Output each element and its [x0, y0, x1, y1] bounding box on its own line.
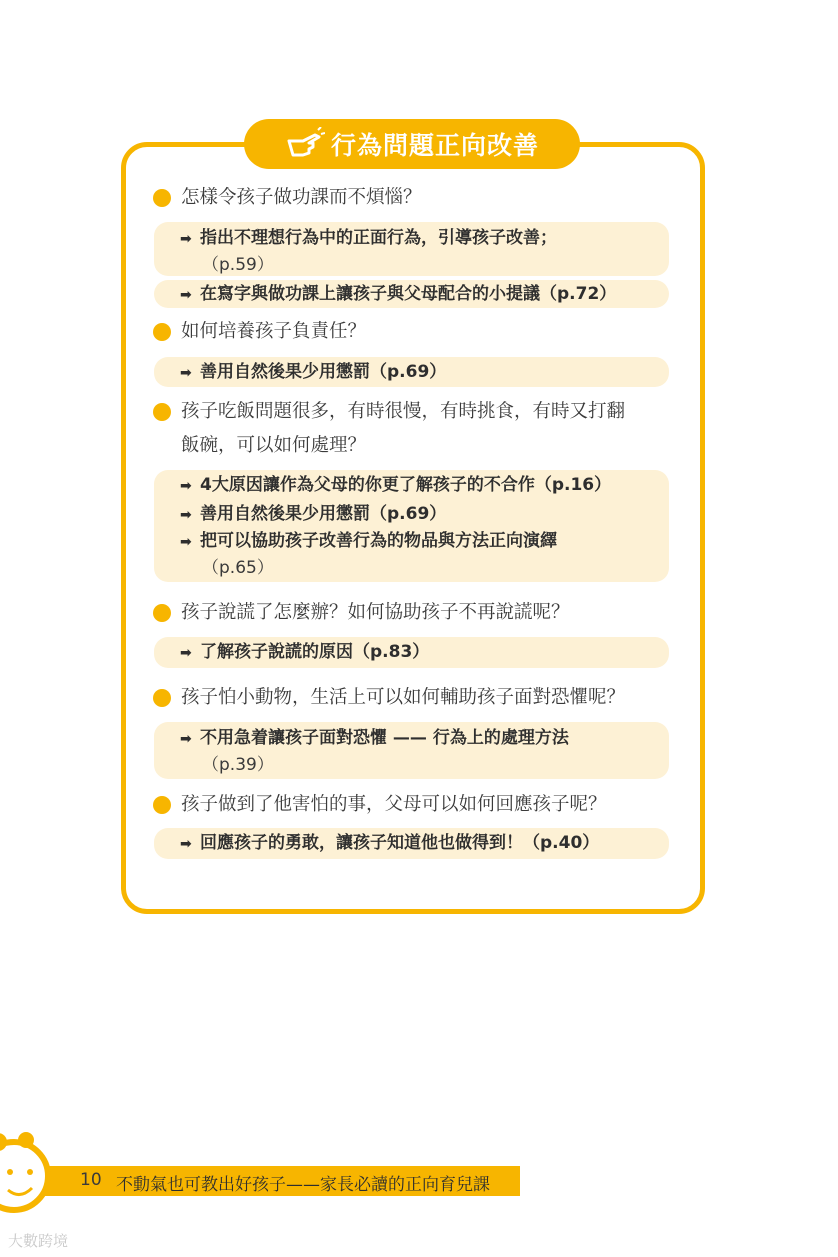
watermark: 大數跨境 — [8, 1232, 69, 1250]
answer-item — [180, 472, 660, 499]
answer-text: 善用自然後果少用懲罰（p.69） — [200, 362, 447, 382]
question-text: 孩子怕小動物，生活上可以如何輔助孩子面對恐懼呢？ — [181, 687, 626, 708]
bullet-dot-icon — [153, 604, 171, 622]
answer-page-ref: （p.59） — [202, 255, 274, 275]
answer-item — [180, 501, 660, 528]
question-text: 如何培養孩子負責任？ — [181, 321, 367, 342]
book-title: 不動氣也可教出好孩子——家長必讀的正向育兒課 — [116, 1175, 490, 1195]
arrow-right-icon: ➡ — [180, 231, 192, 247]
answer-page-ref: （p.65） — [202, 558, 274, 578]
title-banner — [244, 119, 580, 169]
bullet-dot-icon — [153, 189, 171, 207]
question-text-cont: 飯碗，可以如何處理？ — [181, 435, 367, 456]
answer-item — [180, 830, 660, 857]
answer-page-ref: （p.39） — [202, 755, 274, 775]
arrow-right-icon: ➡ — [180, 836, 192, 852]
bullet-dot-icon — [153, 403, 171, 421]
answer-text: 4大原因讓作為父母的你更了解孩子的不合作（p.16） — [200, 475, 612, 495]
pointing-hand-icon — [285, 127, 325, 161]
arrow-right-icon: ➡ — [180, 478, 192, 494]
answer-item — [180, 528, 660, 581]
question-text: 怎樣令孩子做功課而不煩惱？ — [181, 187, 422, 208]
question-3 — [153, 396, 673, 462]
mascot-face-icon — [0, 1128, 62, 1228]
bullet-dot-icon — [153, 323, 171, 341]
question-6 — [153, 789, 673, 821]
arrow-right-icon: ➡ — [180, 645, 192, 661]
answer-text: 善用自然後果少用懲罰（p.69） — [200, 504, 447, 524]
answer-text: 不用急着讓孩子面對恐懼 —— 行為上的處理方法 — [200, 728, 569, 748]
answer-text: 把可以協助孩子改善行為的物品與方法正向演繹 — [200, 531, 557, 551]
answer-text: 回應孩子的勇敢，讓孩子知道他也做得到！（p.40） — [200, 833, 600, 853]
answer-text: 指出不理想行為中的正面行為，引導孩子改善； — [200, 228, 557, 248]
question-4 — [153, 597, 673, 629]
answer-item — [180, 359, 660, 386]
answer-item — [180, 725, 660, 778]
answer-item — [180, 639, 660, 666]
arrow-right-icon: ➡ — [180, 287, 192, 303]
question-1 — [153, 182, 673, 214]
section-title: 行為問題正向改善 — [330, 131, 539, 160]
question-text: 孩子說謊了怎麼辦？如何協助孩子不再說謊呢？ — [181, 602, 570, 623]
arrow-right-icon: ➡ — [180, 731, 192, 747]
answer-item — [180, 225, 660, 278]
question-text: 孩子做到了他害怕的事，父母可以如何回應孩子呢？ — [181, 794, 607, 815]
arrow-right-icon: ➡ — [180, 507, 192, 523]
answer-text: 在寫字與做功課上讓孩子與父母配合的小提議（p.72） — [200, 284, 617, 304]
answer-text: 了解孩子說謊的原因（p.83） — [200, 642, 430, 662]
arrow-right-icon: ➡ — [180, 365, 192, 381]
question-2 — [153, 316, 673, 348]
question-5 — [153, 682, 673, 714]
bullet-dot-icon — [153, 796, 171, 814]
question-text: 孩子吃飯問題很多，有時很慢，有時挑食，有時又打翻 — [181, 401, 626, 422]
page-number: 10 — [80, 1170, 102, 1190]
arrow-right-icon: ➡ — [180, 534, 192, 550]
bullet-dot-icon — [153, 689, 171, 707]
answer-item — [180, 281, 660, 308]
